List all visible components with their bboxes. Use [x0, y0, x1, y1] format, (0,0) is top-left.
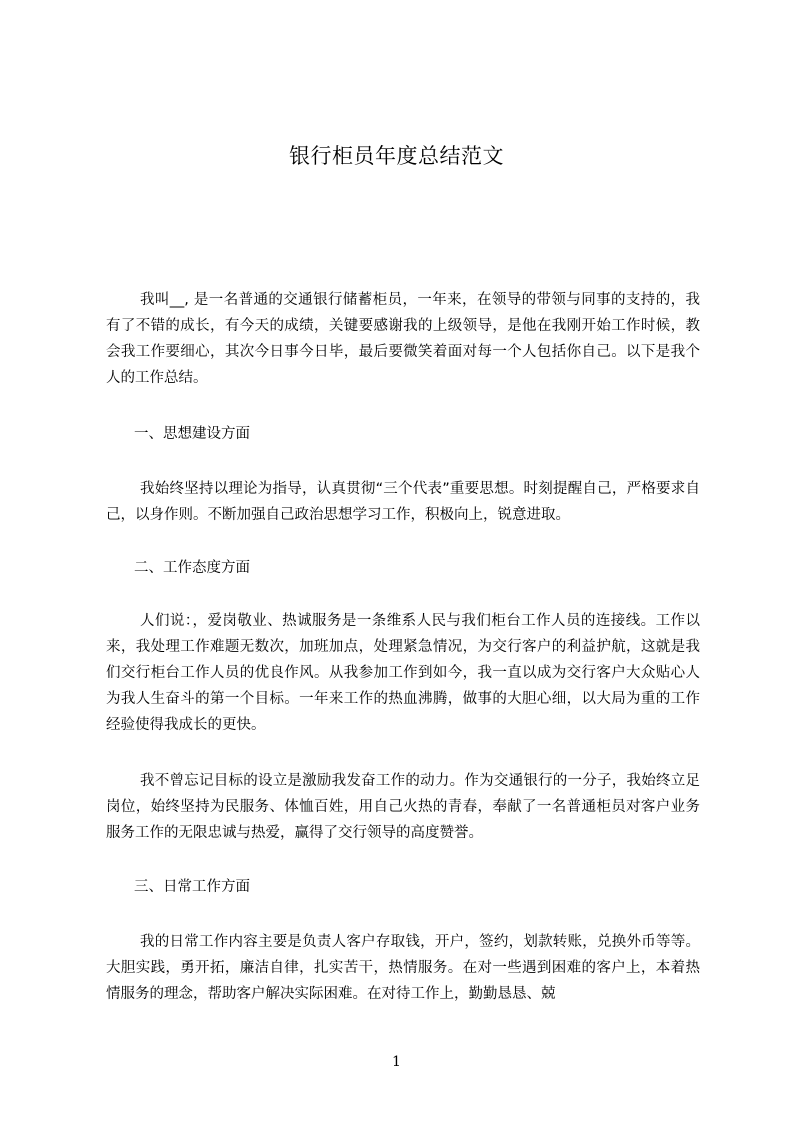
document-title: 银行柜员年度总结范文 — [289, 144, 504, 168]
section-paragraph-daily-work: 我的日常工作内容主要是负责人客户存取钱，开户，签约，划款转账，兑换外币等等。大胆实践，勇开拓，廉洁自律，扎实苦干，热情服务。在对一些遇到困难的客户上，本着热情服务的理念，帮助客户解决实际困难。在对待工作上，勤勤恳恳、兢 — [106, 934, 700, 1002]
section-heading-attitude: 二、工作态度方面 — [134, 560, 250, 576]
section-paragraph-attitude-2: 我不曾忘记目标的设立是激励我发奋工作的动力。作为交通银行的一分子，我始终立足岗位，始终坚持为民服务、体恤百姓，用自己火热的青春，奉献了一名普通柜员对客户业务服务工作的无限忠诚与热爱，赢得了交行领导的高度赞誉。 — [106, 773, 700, 841]
section-paragraph-thought: 我始终坚持以理论为指导，认真贯彻“三个代表”重要思想。时刻提醒自己，严格要求自己，以身作则。不断加强自己政治思想学习工作，积极向上，锐意进取。 — [106, 481, 700, 523]
section-heading-daily-work: 三、日常工作方面 — [134, 879, 250, 895]
section-paragraph-attitude-1: 人们说：，爱岗敬业、热诚服务是一条维系人民与我们柜台工作人员的连接线。工作以来，我处理工作难题无数次，加班加点，处理紧急情况，为交行客户的利益护航，这就是我们交行柜台工作人员的优良作风。从我参加工作到如今，我一直以成为交行客户大众贴心人为我人生奋斗的第一个目标。一年来工作的热血沸腾，做事的大胆心细，以大局为重的工作经验使得我成长的更快。 — [106, 613, 700, 733]
intro-paragraph: 我叫__, 是一名普通的交通银行储蓄柜员，一年来，在领导的带领与同事的支持的，我有了不错的成长，有今天的成绩，关键要感谢我的上级领导，是他在我刚开始工作时候，教会我工作要细心，其次今日事今日毕，最后要微笑着面对每一个人包括你自己。以下是我个人的工作总结。 — [106, 292, 700, 386]
section-heading-thought: 一、思想建设方面 — [134, 426, 250, 442]
page-number: 1 — [392, 1054, 401, 1070]
